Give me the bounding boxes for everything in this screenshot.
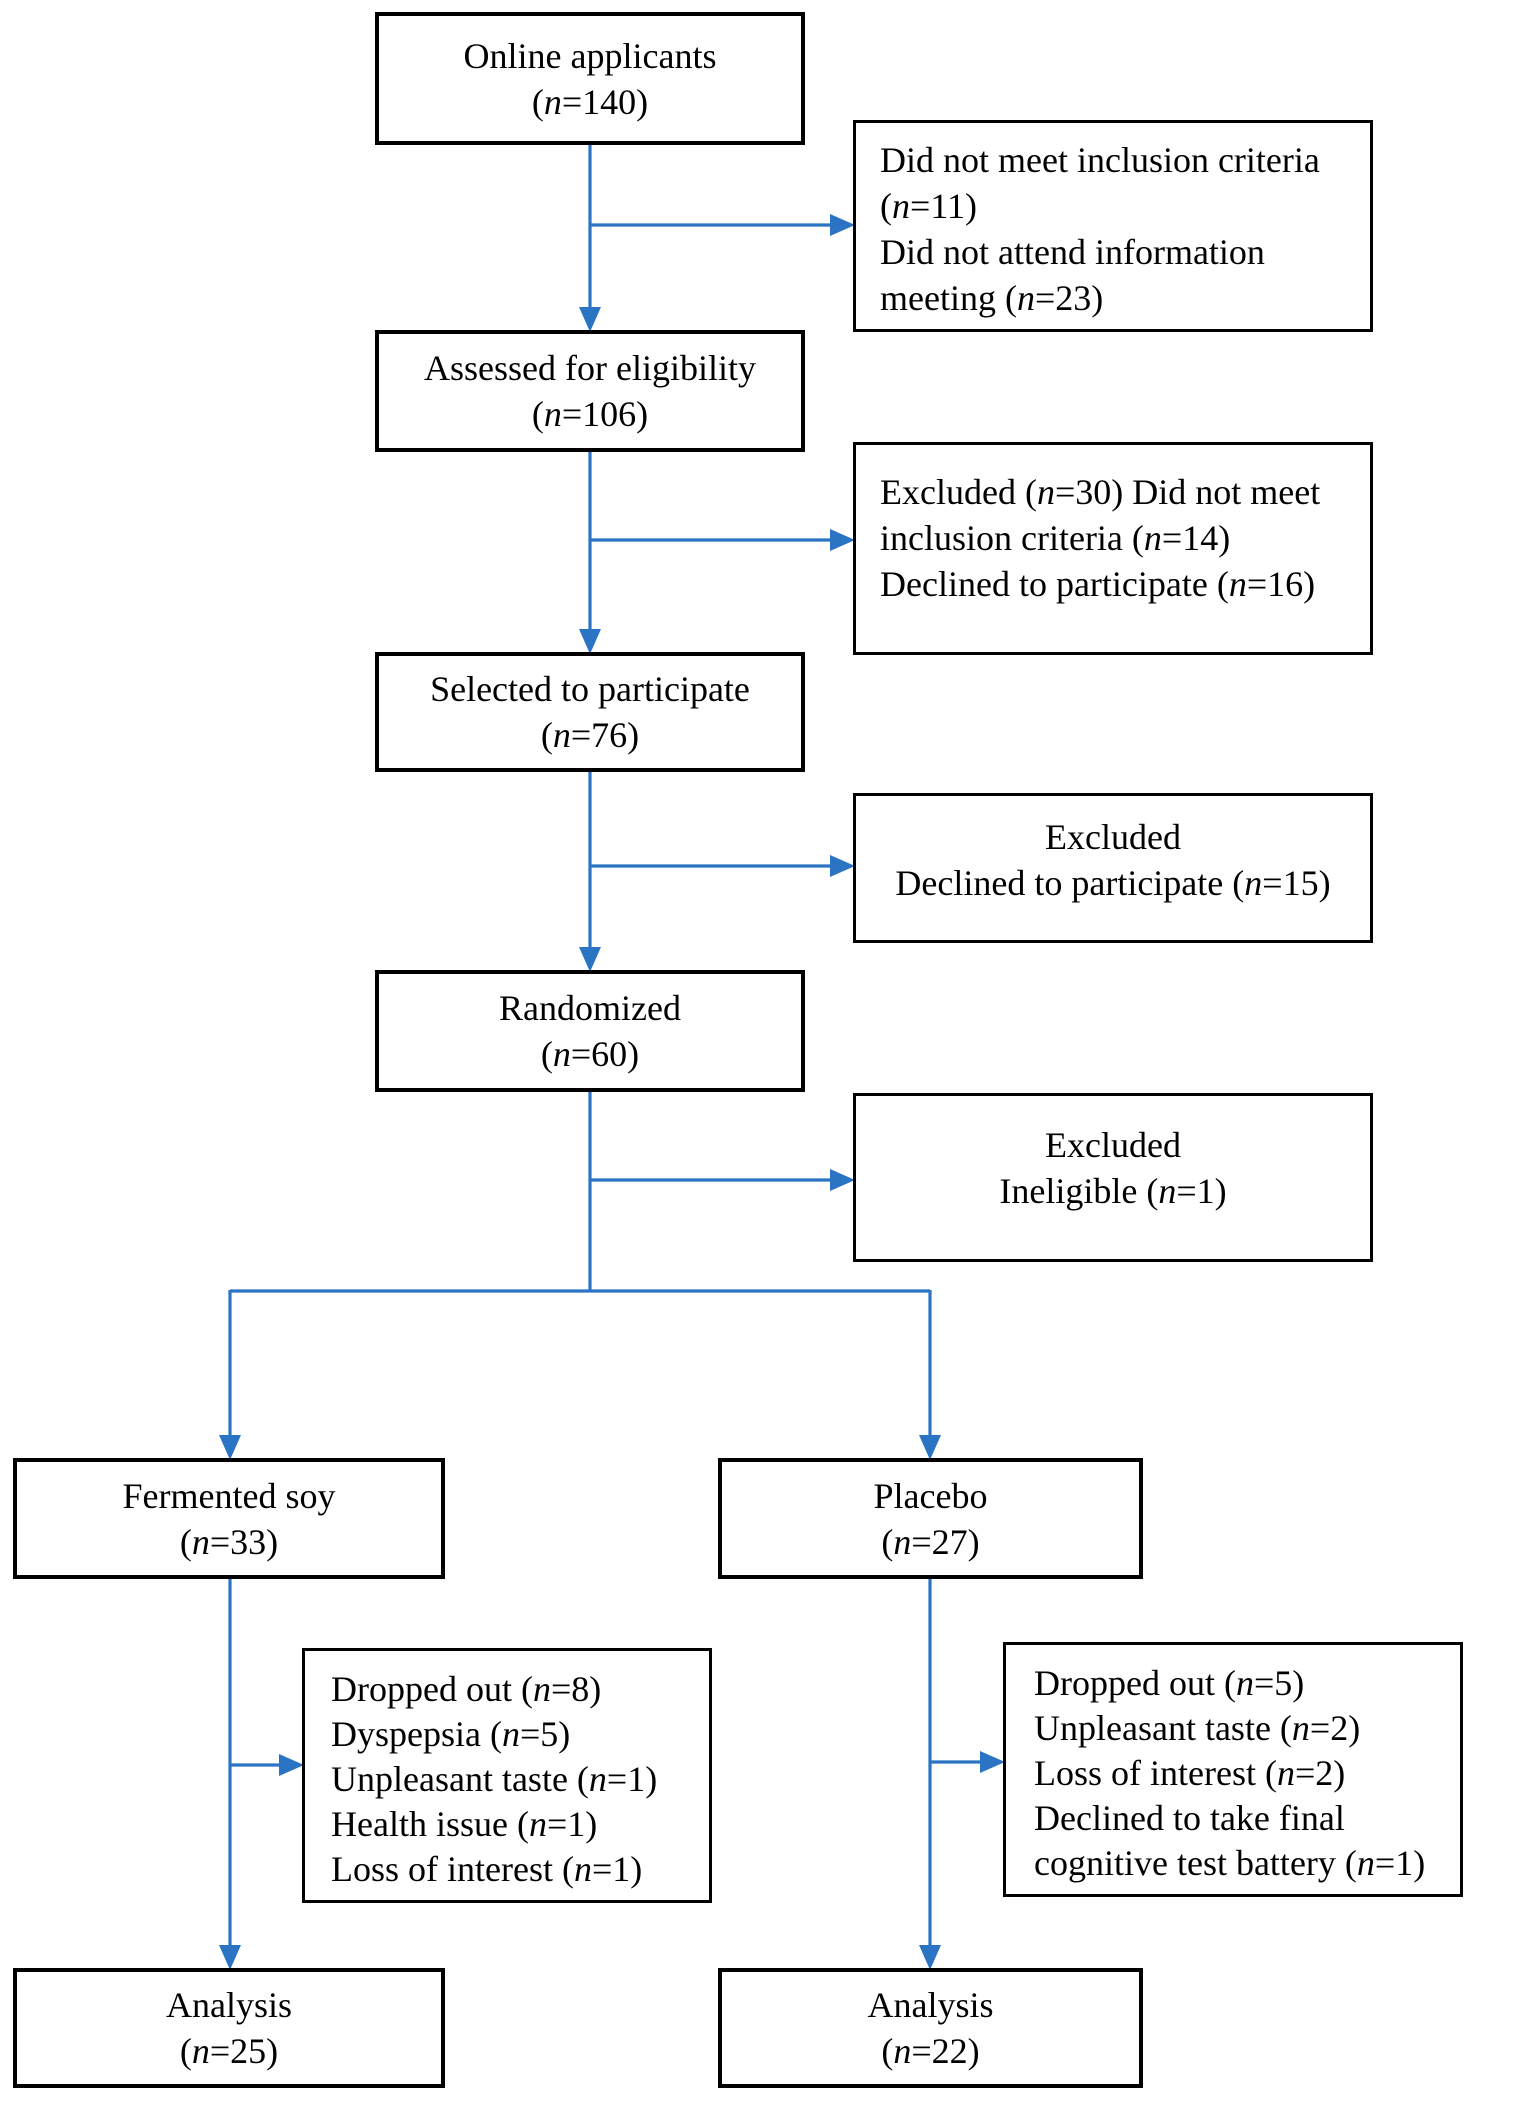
arrow-split-to-placebo <box>919 1290 941 1460</box>
arrow-selected-to-randomized <box>579 772 601 972</box>
arrow-placebo-to-analysis <box>919 1579 941 1970</box>
box-placebo-dropouts: Dropped out (n=5) Unpleasant taste (n=2) Loss of interest (n=2) Declined to take final cognitive test battery (n=1) <box>1003 1642 1463 1897</box>
box-placebo-analysis: Analysis (n=22) <box>718 1968 1143 2088</box>
side-box-excluded-30: Excluded (n=30) Did not meet inclusion criteria (n=14) Declined to participate (n=16) <box>853 442 1373 655</box>
arrow-fermented-soy-to-analysis <box>219 1579 241 1970</box>
arrow-applicants-to-assessed <box>579 145 601 332</box>
arrow-split-to-fermented-soy <box>219 1290 241 1460</box>
arrow-to-excluded-30 <box>590 529 855 551</box>
arrow-assessed-to-selected <box>579 452 601 654</box>
box-assessed-for-eligibility: Assessed for eligibility (n=106) <box>375 330 805 452</box>
box-online-applicants: Online applicants (n=140) <box>375 12 805 145</box>
box-fermented-soy-dropouts: Dropped out (n=8) Dyspepsia (n=5) Unpleasant taste (n=1) Health issue (n=1) Loss of interest (n=1) <box>302 1648 712 1903</box>
arrow-to-fermented-soy-dropouts <box>230 1754 304 1776</box>
box-randomized: Randomized (n=60) <box>375 970 805 1092</box>
box-fermented-soy-group: Fermented soy (n=33) <box>13 1458 445 1579</box>
arrow-to-placebo-dropouts <box>930 1751 1005 1773</box>
side-box-excluded-ineligible: Excluded Ineligible (n=1) <box>853 1093 1373 1262</box>
side-box-prescreen-exclusions: Did not meet inclusion criteria (n=11) Did not attend information meeting (n=23) <box>853 120 1373 332</box>
box-selected-to-participate: Selected to participate (n=76) <box>375 652 805 772</box>
arrow-to-excluded-ineligible <box>590 1169 855 1191</box>
arrow-to-excluded-15 <box>590 855 855 877</box>
side-box-excluded-15: Excluded Declined to participate (n=15) <box>853 793 1373 943</box>
box-placebo-group: Placebo (n=27) <box>718 1458 1143 1579</box>
box-fermented-soy-analysis: Analysis (n=25) <box>13 1968 445 2088</box>
arrow-to-prescreen-exclusions <box>590 214 855 236</box>
